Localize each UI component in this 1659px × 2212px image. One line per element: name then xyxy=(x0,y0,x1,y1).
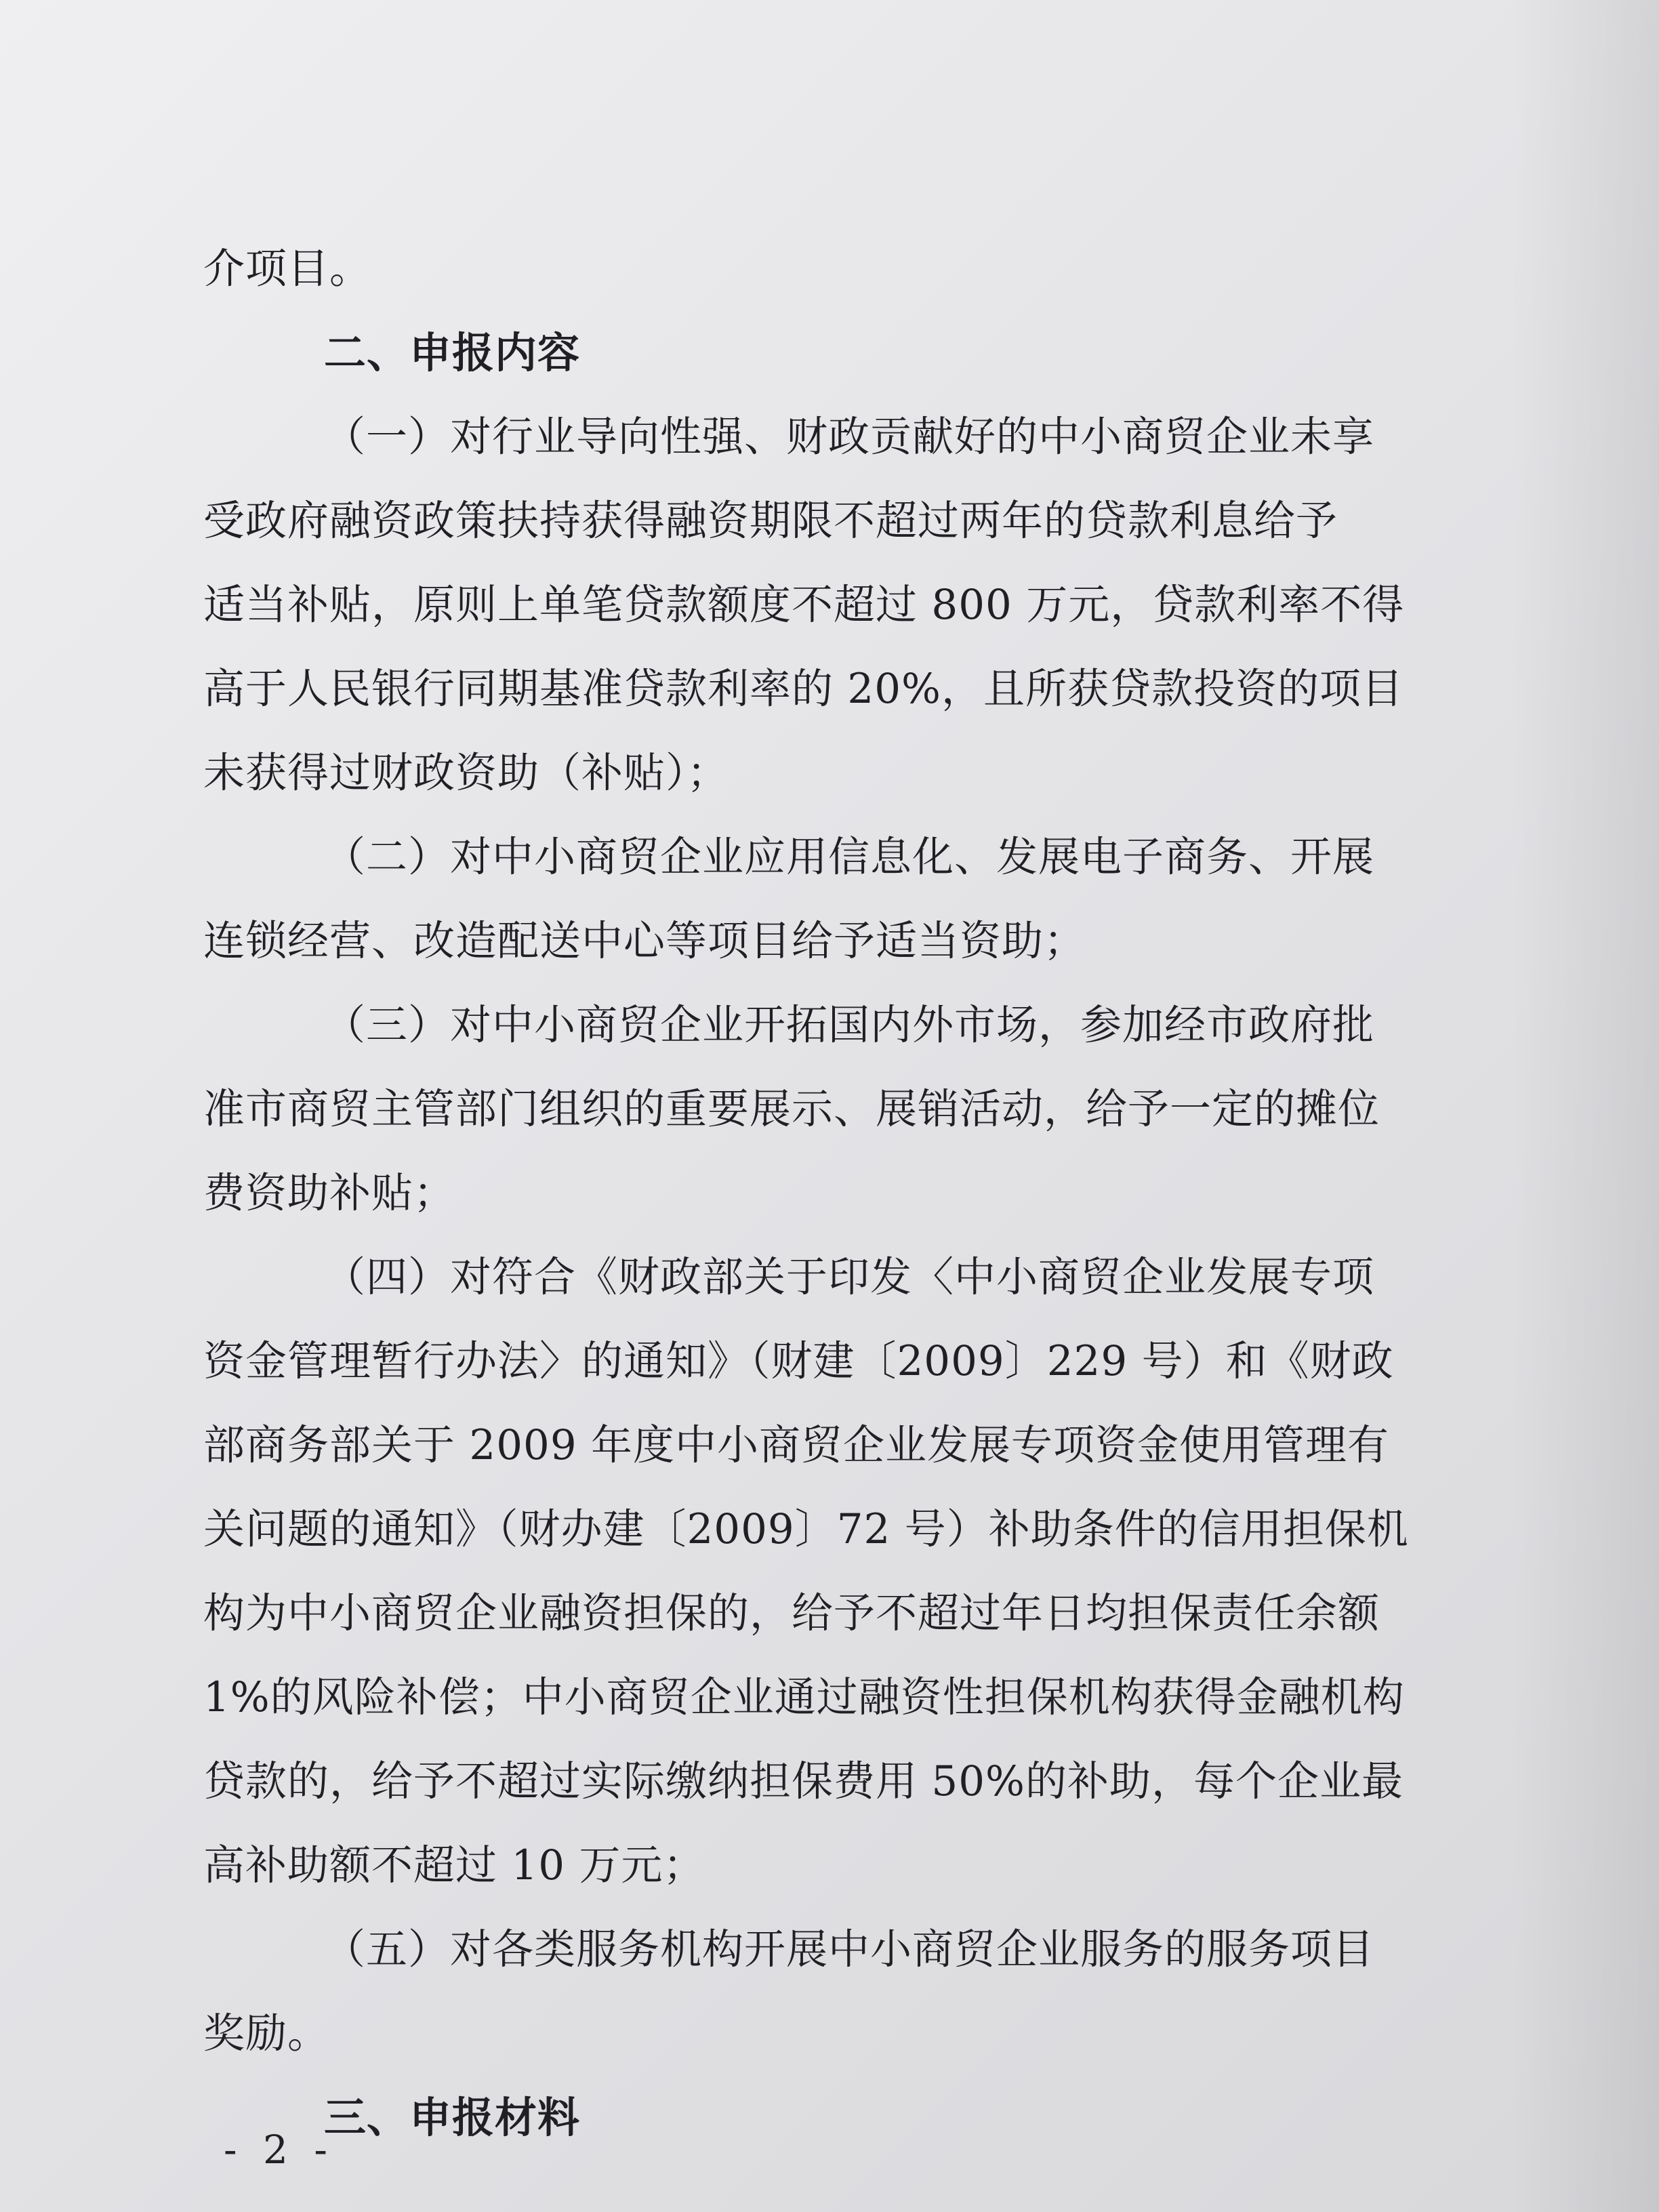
text-line: 高补助额不超过 10 万元； xyxy=(203,1841,705,1889)
text-line: 未获得过财政资助（补贴）； xyxy=(203,749,729,797)
text-line: （二）对中小商贸企业应用信息化、发展电子商务、开展 xyxy=(324,833,1375,881)
text-line: 资金管理暂行办法〉的通知》（财建〔2009〕229 号）和《财政 xyxy=(203,1337,1394,1385)
text-line: 关问题的通知》（财办建〔2009〕72 号）补助条件的信用担保机 xyxy=(203,1505,1409,1553)
text-line: 奖励。 xyxy=(203,2009,330,2057)
document-body xyxy=(203,227,1491,2160)
text-line: 受政府融资政策扶持获得融资期限不超过两年的贷款利息给予 xyxy=(203,497,1338,545)
text-line: （五）对各类服务机构开展中小商贸企业服务的服务项目 xyxy=(324,1925,1375,1973)
text-line: 介项目。 xyxy=(203,245,372,293)
text-line: （一）对行业导向性强、财政贡献好的中小商贸企业未享 xyxy=(324,413,1375,461)
text-line: 费资助补贴； xyxy=(203,1169,456,1217)
text-line: （三）对中小商贸企业开拓国内外市场，参加经市政府批 xyxy=(324,1001,1375,1049)
section-heading-application-content: 二、申报内容 xyxy=(324,328,581,377)
text-line: 适当补贴，原则上单笔贷款额度不超过 800 万元，贷款利率不得 xyxy=(203,581,1405,629)
section-heading-application-materials: 三、申报材料 xyxy=(324,2093,581,2142)
text-line: 构为中小商贸企业融资担保的，给予不超过年日均担保责任余额 xyxy=(203,1589,1380,1637)
page-number: - 2 - xyxy=(224,2127,334,2173)
text-line: （四）对符合《财政部关于印发〈中小商贸企业发展专项 xyxy=(324,1253,1375,1301)
text-line: 准市商贸主管部门组织的重要展示、展销活动，给予一定的摊位 xyxy=(203,1085,1380,1133)
text-line: 部商务部关于 2009 年度中小商贸企业发展专项资金使用管理有 xyxy=(203,1421,1390,1469)
text-line: 连锁经营、改造配送中心等项目给予适当资助； xyxy=(203,917,1086,965)
text-line: 贷款的，给予不超过实际缴纳担保费用 50%的补助，每个企业最 xyxy=(203,1757,1404,1805)
page-shadow xyxy=(1510,0,1659,2212)
text-line: 高于人民银行同期基准贷款利率的 20%，且所获贷款投资的项目 xyxy=(203,665,1404,713)
text-line: 1%的风险补偿；中小商贸企业通过融资性担保机构获得金融机构 xyxy=(203,1673,1405,1721)
